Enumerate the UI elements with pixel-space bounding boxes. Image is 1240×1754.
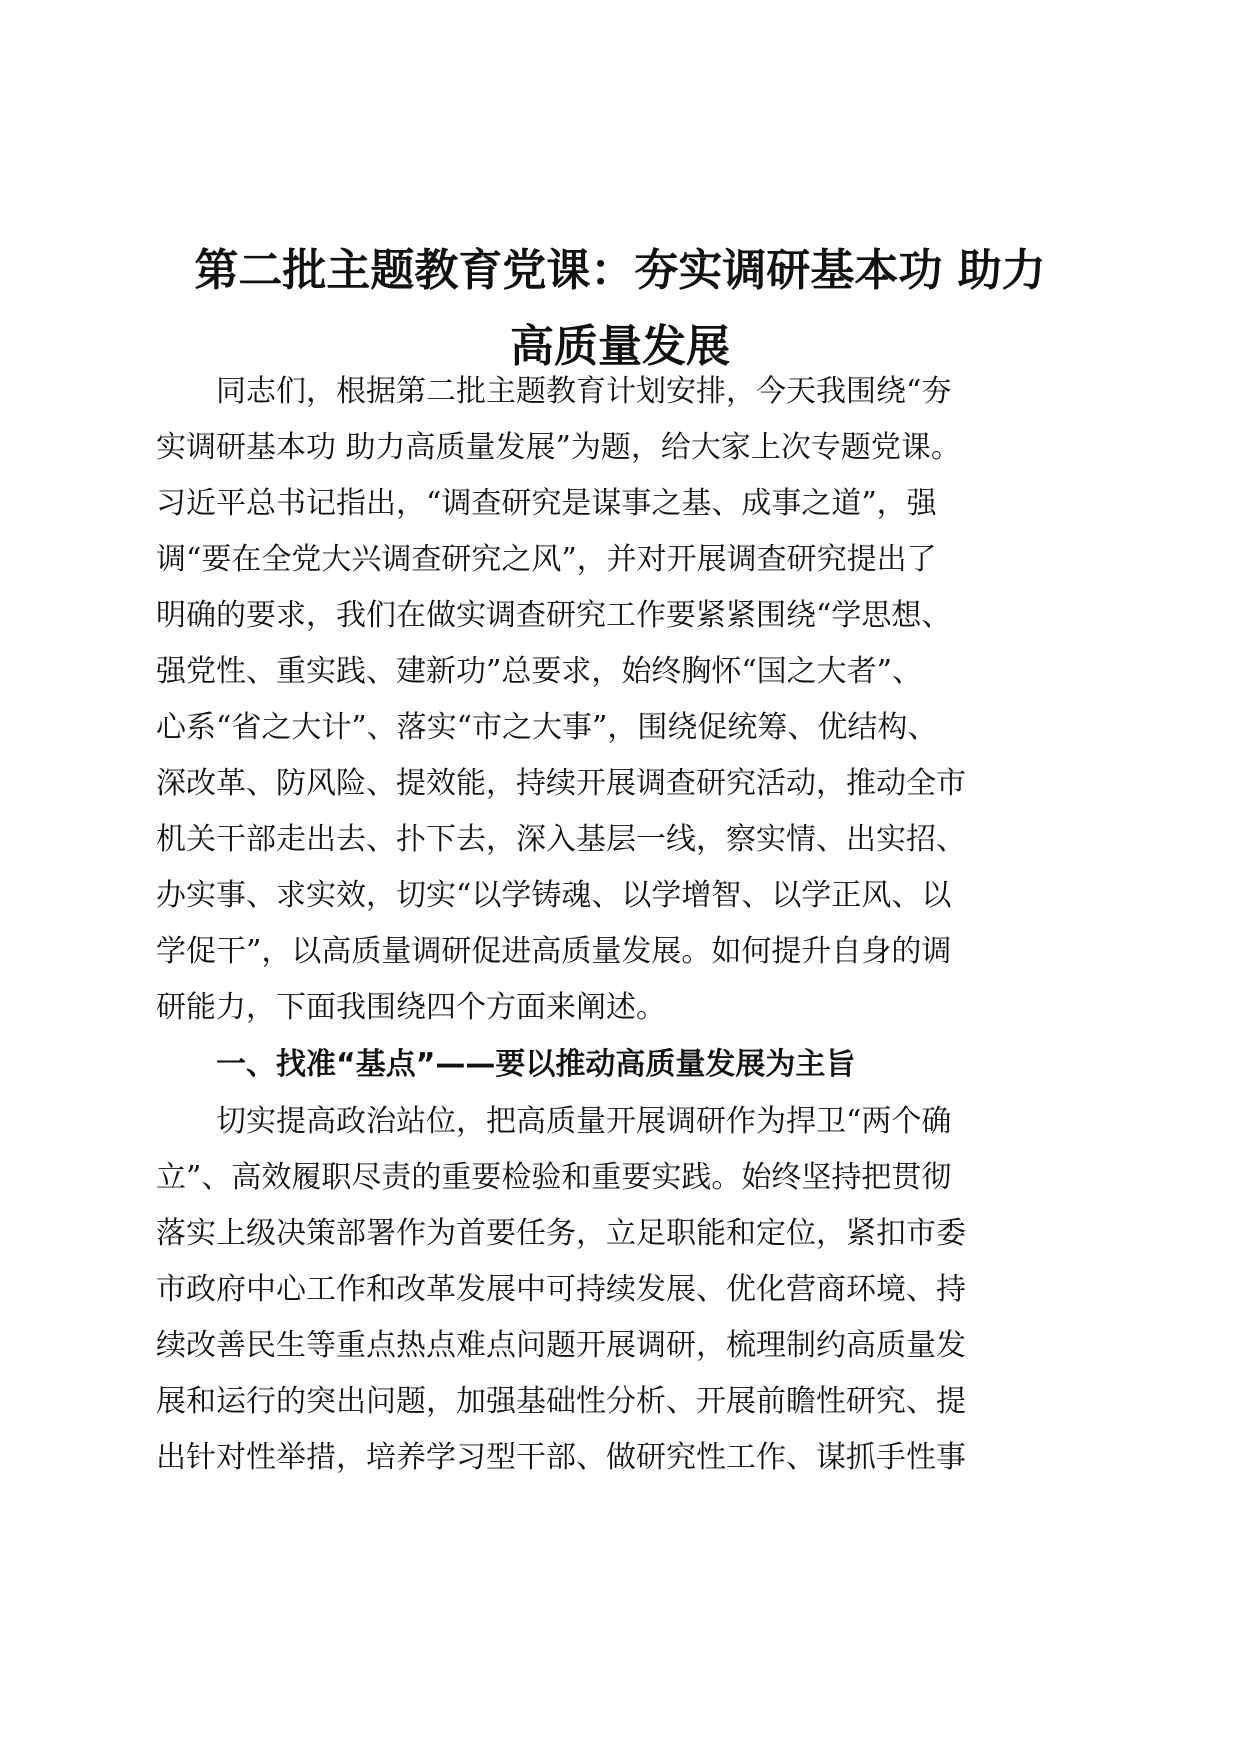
intro-paragraph-line: 实调研基本功 助力高质量发展”为题，给大家上次专题党课。 — [156, 430, 961, 465]
section-paragraph-line: 落实上级决策部署作为首要任务，立足职能和定位，紧扣市委 — [156, 1216, 966, 1251]
intro-paragraph-line: 同志们，根据第二批主题教育计划安排，今天我围绕“夯 — [216, 374, 952, 409]
intro-paragraph-line: 心系“省之大计”、落实“市之大事”，围绕促统筹、优结构、 — [156, 710, 938, 745]
intro-paragraph-line: 习近平总书记指出，“调查研究是谋事之基、成事之道”，强 — [156, 486, 937, 521]
section-paragraph-line: 续改善民生等重点热点难点问题开展调研，梳理制约高质量发 — [156, 1328, 966, 1363]
intro-paragraph-line: 强党性、重实践、建新功”总要求，始终胸怀“国之大者”、 — [156, 654, 923, 689]
section-paragraph-line: 切实提高政治站位，把高质量开展调研作为捍卫“两个确 — [216, 1104, 952, 1139]
section-paragraph-line: 出针对性举措，培养学习型干部、做研究性工作、谋抓手性事 — [156, 1440, 966, 1475]
intro-paragraph-line: 研能力，下面我围绕四个方面来阐述。 — [156, 990, 666, 1025]
section-heading: 一、找准“基点”——要以推动高质量发展为主旨 — [216, 1047, 856, 1082]
intro-paragraph-line: 深改革、防风险、提效能，持续开展调查研究活动，推动全市 — [156, 766, 966, 801]
document-title-line-2: 高质量发展 — [510, 321, 730, 372]
intro-paragraph-line: 明确的要求，我们在做实调查研究工作要紧紧围绕“学思想、 — [156, 598, 952, 633]
intro-paragraph-line: 机关干部走出去、扑下去，深入基层一线，察实情、出实招、 — [156, 822, 966, 857]
section-paragraph-line: 展和运行的突出问题，加强基础性分析、开展前瞻性研究、提 — [156, 1384, 966, 1419]
section-paragraph-line: 立”、高效履职尽责的重要检验和重要实践。始终坚持把贯彻 — [156, 1160, 952, 1195]
intro-paragraph-line: 学促干”，以高质量调研促进高质量发展。如何提升自身的调 — [156, 934, 952, 969]
document-title-line-1: 第二批主题教育党课：夯实调研基本功 助力 — [194, 245, 1046, 296]
intro-paragraph-line: 调“要在全党大兴调查研究之风”，并对开展调查研究提出了 — [156, 542, 937, 577]
section-paragraph-line: 市政府中心工作和改革发展中可持续发展、优化营商环境、持 — [156, 1272, 966, 1307]
intro-paragraph-line: 办实事、求实效，切实“以学铸魂、以学增智、以学正风、以 — [156, 878, 952, 913]
